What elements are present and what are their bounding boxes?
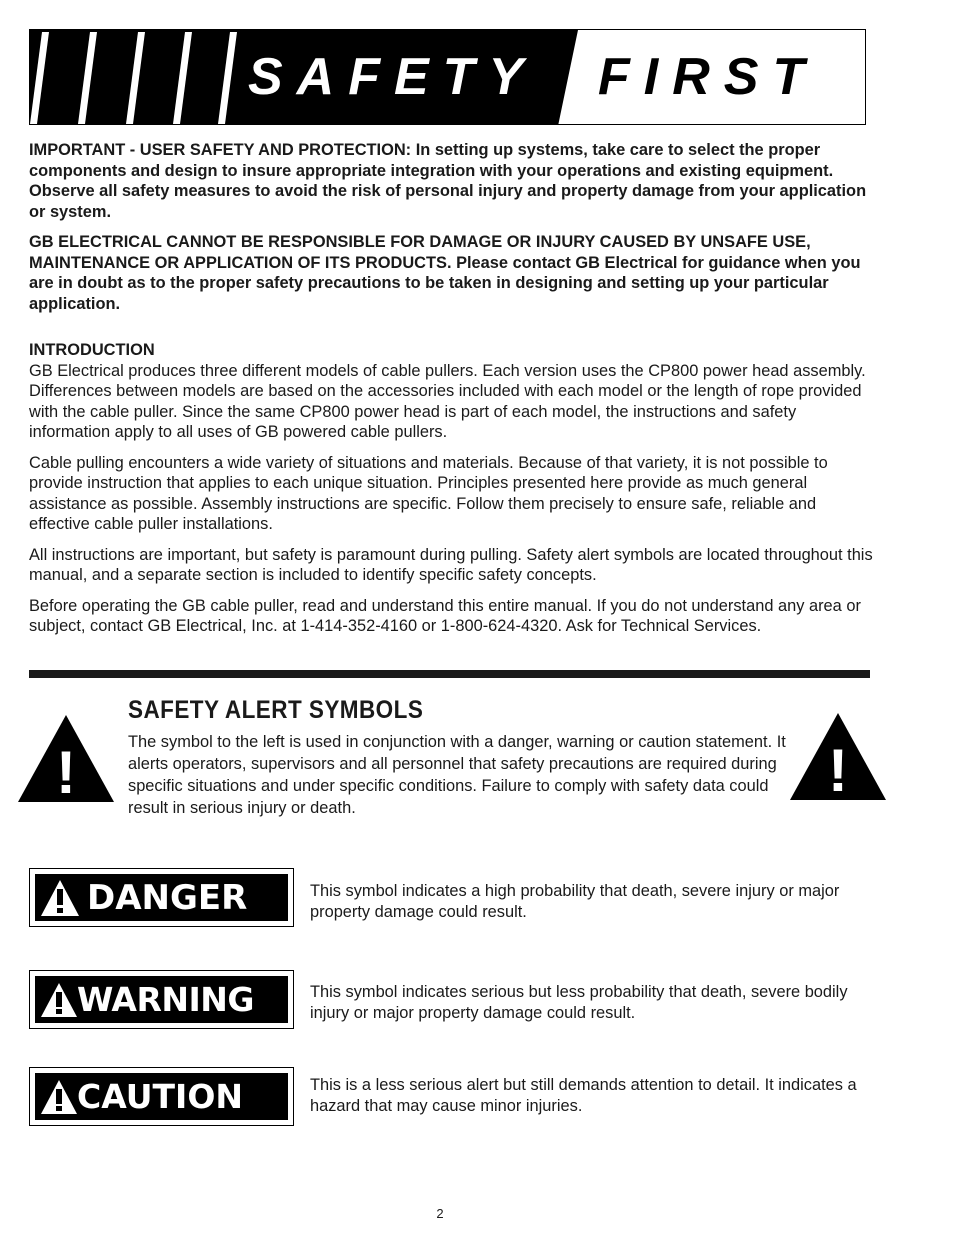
danger-description: This symbol indicates a high probability that death, severe injury or major property damage could result. xyxy=(310,882,840,921)
important-paragraph-2: GB ELECTRICAL CANNOT BE RESPONSIBLE FOR DAMAGE OR INJURY CAUSED BY UNSAFE USE, MAINTENANCE OR APPLICATION OF ITS PRODUCTS. Please contact GB Electrical for guidance when you are in doubt as to the proper safety precautions to be taken in designing and setting up your particular application. xyxy=(29,233,861,313)
warning-alert-icon xyxy=(41,983,77,1017)
banner-word-first: FIRST xyxy=(598,48,819,106)
safety-alert-triangle-icon xyxy=(18,715,114,803)
introduction-paragraph: Before operating the GB cable puller, read and understand this entire manual. If you do not understand any area or subject, contact GB Electrical, Inc. at 1-414-352-4160 or 1-800-624-4320. Ask for Technical Services. xyxy=(29,596,861,635)
introduction-paragraph: GB Electrical produces three different models of cable pullers. Each version uses the CP800 power head assembly. Differences between models are based on the accessories included with each model or the length of rope provided with the cable puller. Since the same CP800 power head is part of each model, the instructions and safety information apply to all uses of GB powered cable pullers. xyxy=(29,361,866,441)
danger-sign xyxy=(29,868,294,927)
caution-label: CAUTION xyxy=(77,1077,243,1116)
introduction-paragraph: All instructions are important, but safety is paramount during pulling. Safety alert symbols are located throughout this manual, and a separate section is included to identify specific safety concepts. xyxy=(29,545,873,584)
alert-exclamation-right: ! xyxy=(828,737,848,801)
warning-description: This symbol indicates serious but less probability that death, severe bodily injury or major property damage could result. xyxy=(310,983,848,1022)
introduction-heading: INTRODUCTION xyxy=(29,341,155,359)
caution-alert-icon xyxy=(41,1080,77,1114)
introduction-paragraph: Cable pulling encounters a wide variety of situations and materials. Because of that variety, it is not possible to provide instruction that applies to each unique situation. Principles presented here provide as much general assistance as possible. Assembly instructions are specific. Follow them precisely to ensure safe, reliable and effective cable puller installations. xyxy=(29,453,828,533)
safety-first-banner xyxy=(29,29,866,125)
caution-sign xyxy=(29,1067,294,1126)
safety-alert-triangle-icon xyxy=(790,713,886,801)
section-divider xyxy=(29,670,870,678)
safety-alert-title: SAFETY ALERT SYMBOLS xyxy=(128,696,424,724)
introduction-section xyxy=(29,340,874,647)
warning-sign xyxy=(29,970,294,1029)
danger-label: DANGER xyxy=(87,877,248,918)
important-paragraph-1: IMPORTANT - USER SAFETY AND PROTECTION: In setting up systems, take care to select the proper components and design to insure appropriate integration with your operations and existing equipment. Observe all safety measures to avoid the risk of personal injury and property damage from your application or system. xyxy=(29,141,867,221)
danger-alert-icon xyxy=(41,880,79,916)
banner-word-safety: SAFETY xyxy=(248,48,538,106)
page-number: 2 xyxy=(436,1206,444,1221)
caution-description: This is a less serious alert but still demands attention to detail. It indicates a hazard that may cause minor injuries. xyxy=(310,1076,857,1115)
important-notice xyxy=(29,140,874,324)
safety-alert-description: The symbol to the left is used in conjunction with a danger, warning or caution statement. It alerts operators, supervisors and all personnel that safety precautions are required during specific situations and under specific conditions. Failure to comply with safety data could result in serious injury or death. xyxy=(128,733,786,817)
alert-exclamation-left: ! xyxy=(56,739,76,803)
warning-label: WARNING xyxy=(77,980,254,1019)
